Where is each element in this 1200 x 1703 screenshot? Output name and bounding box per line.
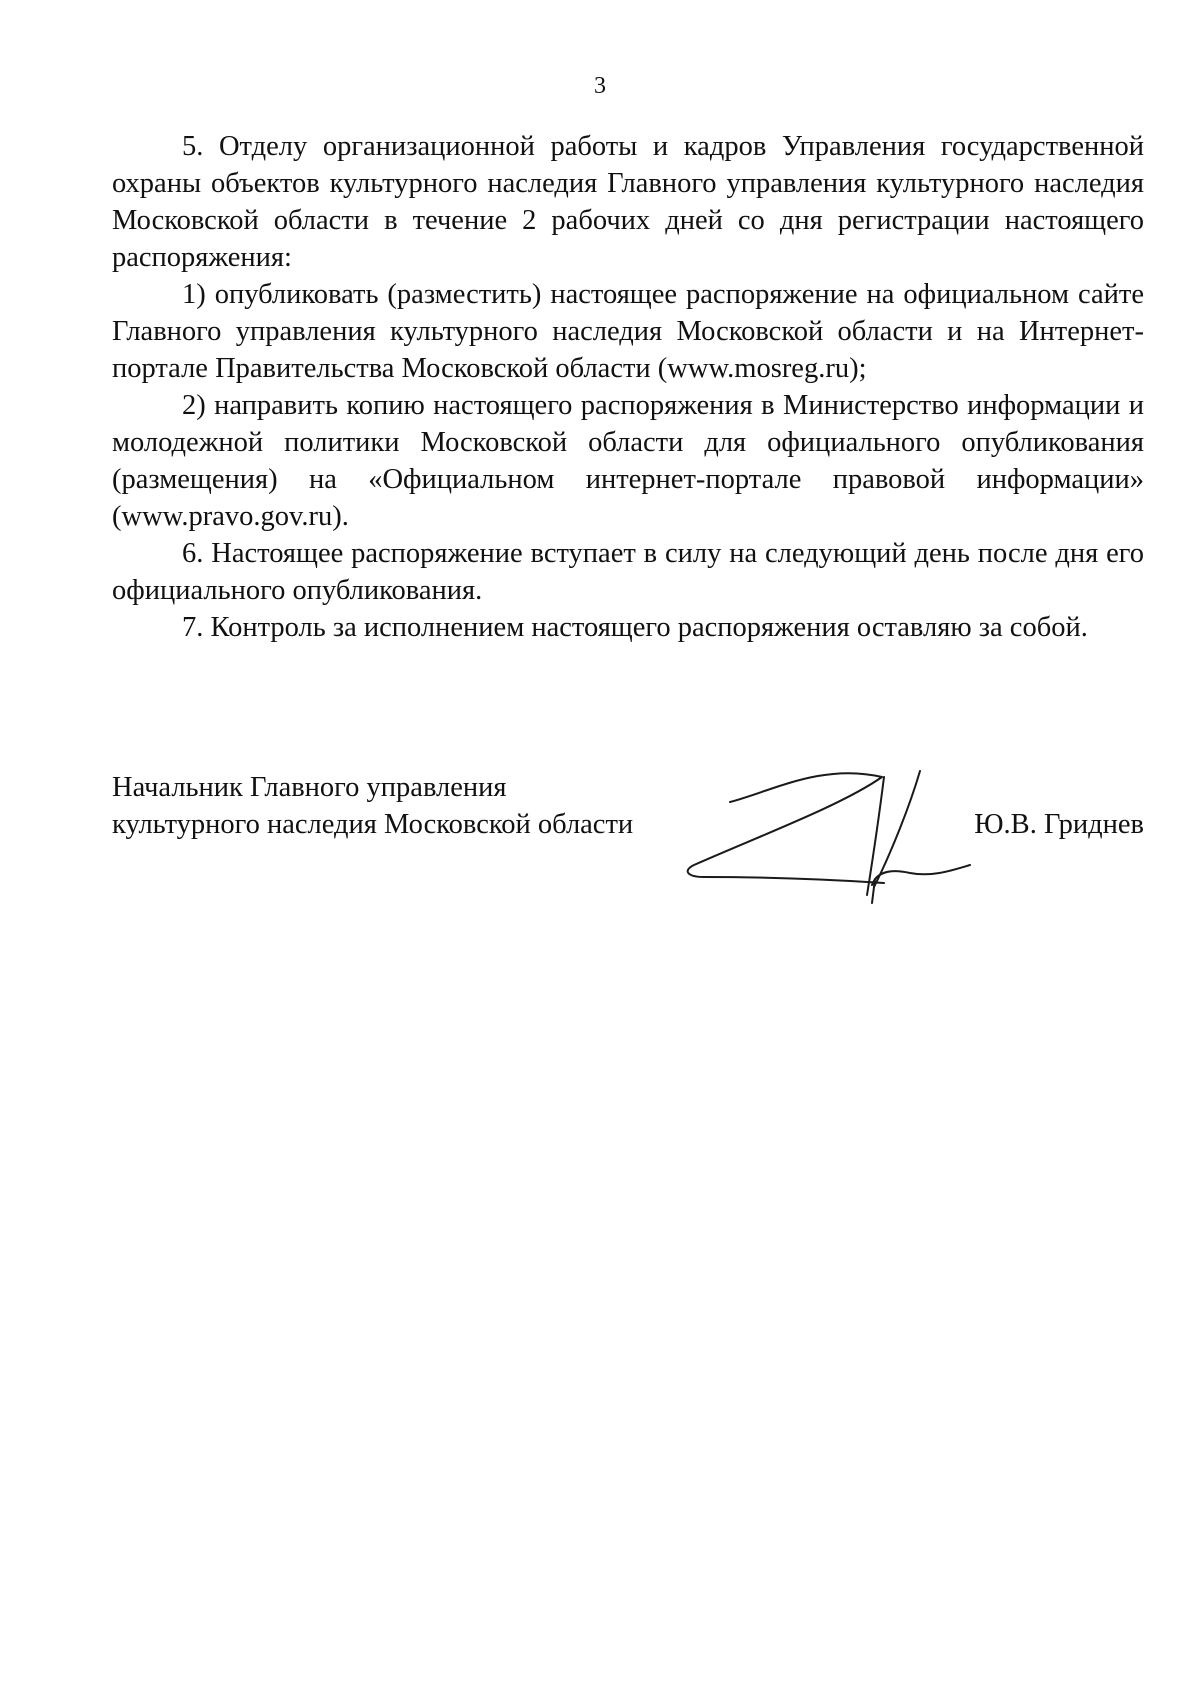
- signature-block: [112, 769, 1144, 909]
- document-body: [112, 128, 1144, 646]
- paragraph-subitem-1: 1) опубликовать (разместить) настоящее распоряжение на официальном сайте Главного управления культурного наследия Московской области и на Интернет-портале Правительства Московской области (www.mosreg.ru);: [112, 279, 1144, 384]
- page-number: 3: [594, 73, 606, 99]
- paragraph-subitem-2: 2) направить копию настоящего распоряжения в Министерство информации и молодежной политики Московской области для официального опубликования (размещения) на «Официальном интернет-портале правовой информации» (www.pravo.gov.ru).: [112, 390, 1144, 532]
- paragraph-item-6: 6. Настоящее распоряжение вступает в силу на следующий день после дня его официального опубликования.: [112, 538, 1144, 606]
- handwritten-signature-icon: [592, 769, 1012, 909]
- signer-position-line-1: Начальник Главного управления: [112, 772, 507, 803]
- paragraph-item-5: 5. Отделу организационной работы и кадров Управления государственной охраны объектов культурного наследия Главного управления культурного наследия Московской области в течение 2 рабочих дней со дня регистрации настоящего распоряжения:: [112, 131, 1144, 273]
- signer-name: Ю.В. Гриднев: [974, 809, 1144, 840]
- signer-position: [112, 769, 633, 843]
- signer-position-line-2: культурного наследия Московской области: [112, 809, 634, 840]
- paragraph-item-7: 7. Контроль за исполнением настоящего распоряжения оставляю за собой.: [182, 612, 1088, 643]
